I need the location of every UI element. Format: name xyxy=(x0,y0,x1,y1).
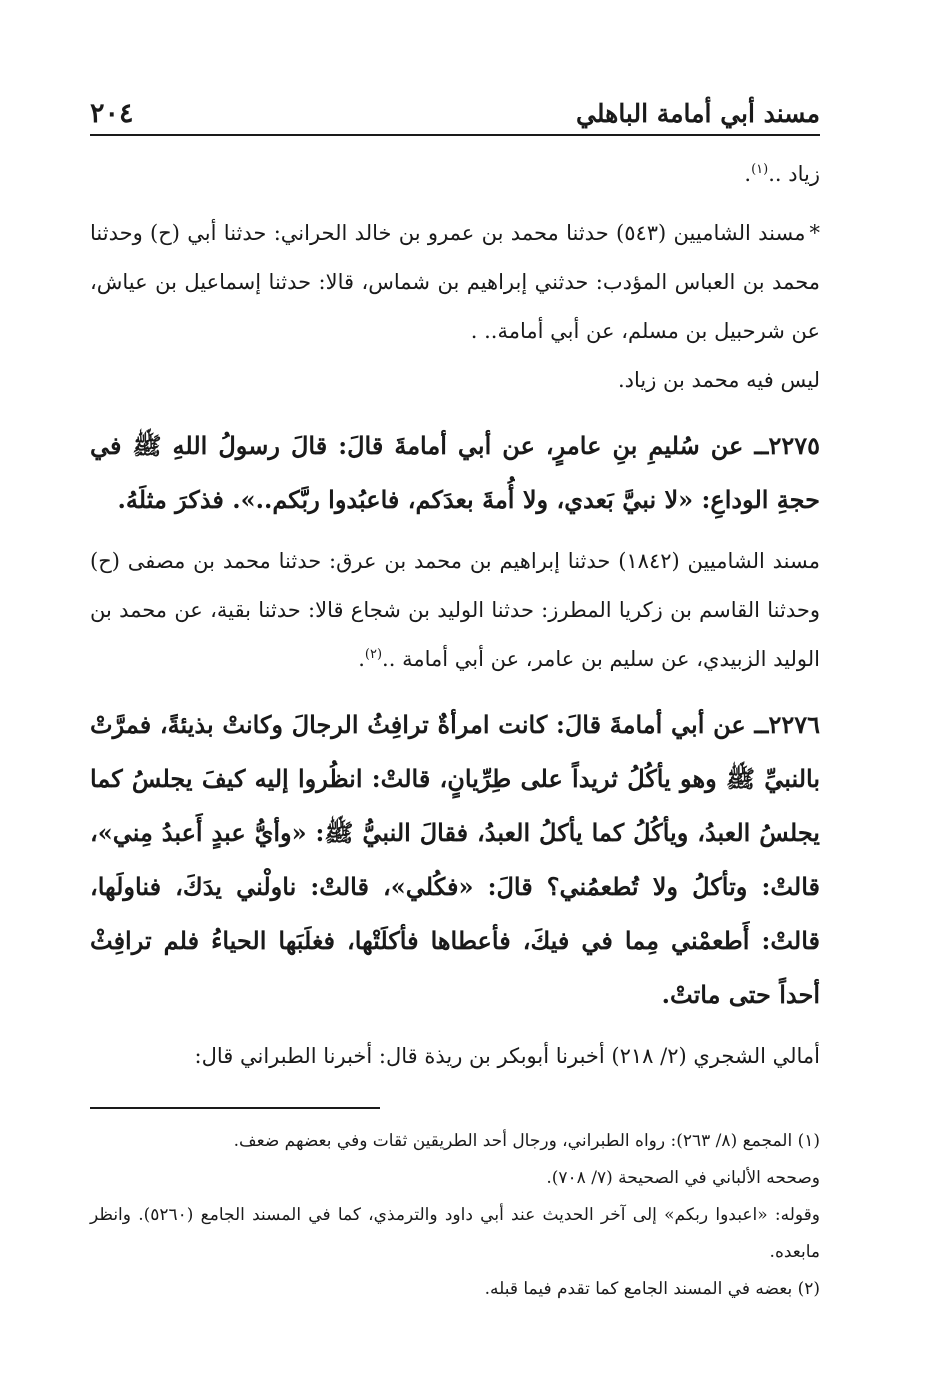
footnote-1-line-3: وقوله: «اعبدوا ربكم» إلى آخر الحديث عند أبي داود والترمذي، كما في المسند الجامع (٥٢٦٠). وانظر مابعده. xyxy=(90,1205,820,1262)
running-title: مسند أبي أمامة الباهلي xyxy=(576,98,820,128)
footnote-1-line-2: وصححه الألباني في الصحيحة (٧/ ٧٠٨). xyxy=(546,1168,820,1188)
running-header xyxy=(90,92,820,136)
footnote-ref-1: (١) xyxy=(751,162,769,177)
footnote-ref-2: (٢) xyxy=(364,647,383,662)
asterisk-mark: * xyxy=(809,221,820,245)
page-body xyxy=(90,150,820,1308)
hadith-2276: ٢٢٧٦ــ عن أبي أمامةَ قالَ: كانت امرأةٌ ترافِثُ الرجالَ وكانتْ بذيئةً، فمرَّتْ بالنبيِّ ﷺ وهو يأكُلُ ثريداً على طِرِّيانٍ، قالتْ: انظُروا إليه كيفَ يجلسُ كما يجلسُ العبدُ، ويأكُلُ كما يأكلُ العبدُ، فقالَ النبيُّ ﷺ: «وأيُّ عبدٍ أَعبدُ مِني»، قالتْ: وتأكلُ ولا تُطعمُني؟ قالَ: «فكُلي»، قالتْ: ناولْني يدَكَ، فناولَها، قالتْ: أَطعمْني مِما في فيكَ، فأعطاها فأكلَتْها، فغلَبَها الحياءُ فلم ترافِثْ أحداً حتى ماتتْ. xyxy=(90,710,820,1009)
source-note: ليس فيه محمد بن زياد. xyxy=(617,368,820,392)
source-paragraph-2: مسند الشاميين (١٨٤٢) حدثنا إبراهيم بن محمد بن عرق: حدثنا محمد بن مصفى (ح) وحدثنا القاسم بن زكريا المطرز: حدثنا الوليد بن شجاع قالا: حدثنا بقية، عن محمد بن الوليد الزبيدي، عن سليم بن عامر، عن أبي أمامة ..$^{(٢)}$. xyxy=(90,549,820,671)
source-paragraph-1: *مسند الشاميين (٥٤٣) حدثنا محمد بن عمرو بن خالد الحراني: حدثنا أبي (ح) وحدثنا محمد بن العباس المؤدب: حدثني إبراهيم بن شماس، قالا: حدثنا إسماعيل بن عياش، عن شرحبيل بن مسلم، عن أبي أمامة.. . xyxy=(90,221,820,343)
footnote-separator xyxy=(90,1107,380,1109)
footnote-2: (٢) بعضه في المسند الجامع كما تقدم فيما قبله. xyxy=(484,1279,820,1299)
page-number: ٢٠٤ xyxy=(90,97,134,129)
source-paragraph-3: أمالي الشجري (٢/ ٢١٨) أخبرنا أبوبكر بن ريذة قال: أخبرنا الطبراني قال: xyxy=(194,1044,820,1068)
footnote-1: (١) المجمع (٨/ ٢٦٣): رواه الطبراني، ورجال أحد الطريقين ثقات وفي بعضهم ضعف. xyxy=(233,1131,820,1151)
continuation-line: زياد ..$^{(١)}$. xyxy=(744,162,820,186)
book-page xyxy=(90,0,820,1380)
hadith-2275: ٢٢٧٥ــ عن سُليمِ بنِ عامرٍ، عن أبي أمامةَ قالَ: قالَ رسولُ اللهِ ﷺ في حجةِ الوداعِ: «لا نبيَّ بَعدي، ولا أُمةَ بعدَكم، فاعبُدوا ربَّكم..». فذكرَ مثلَهُ. xyxy=(90,431,820,514)
